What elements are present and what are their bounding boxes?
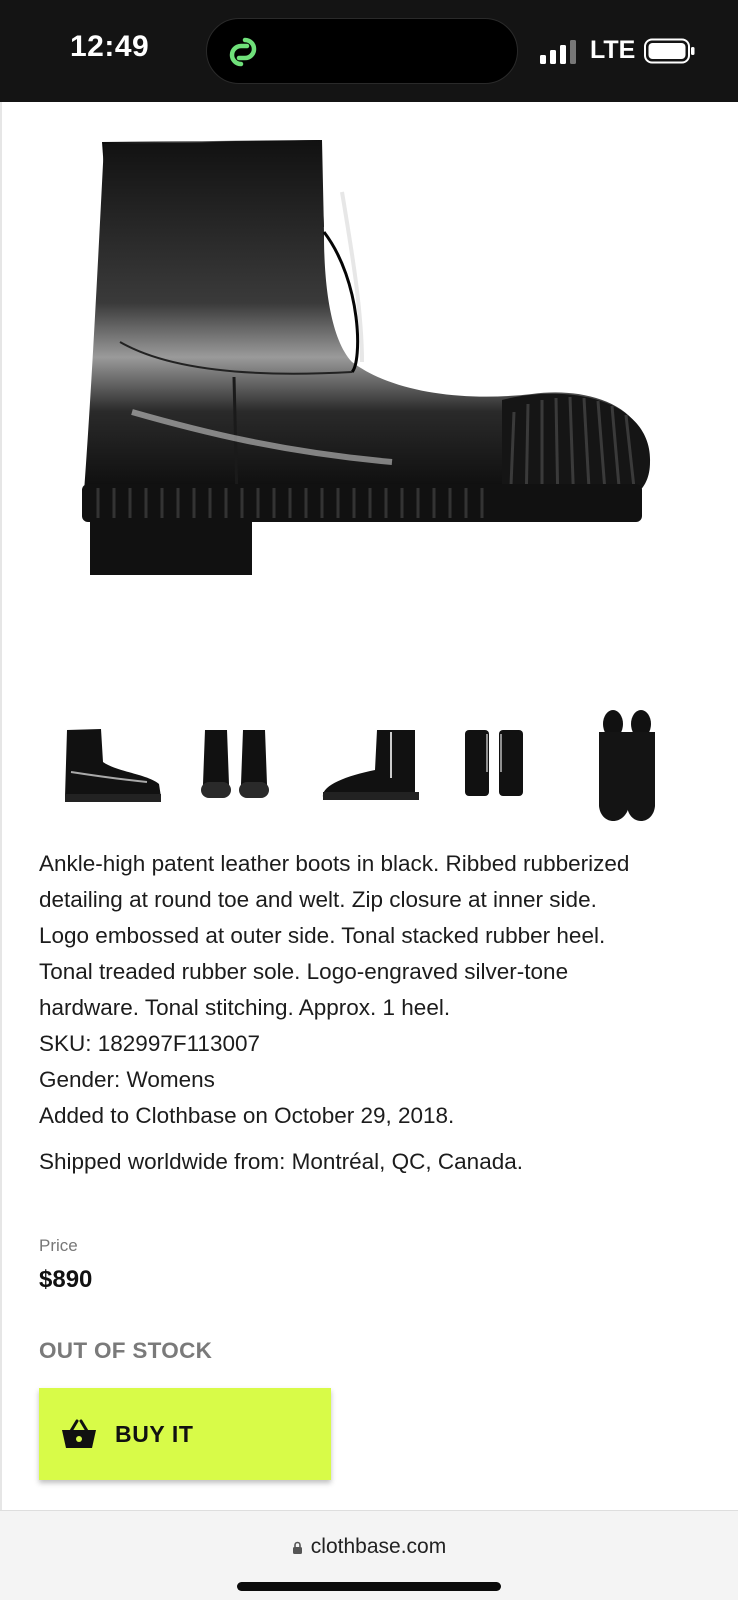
basket-icon xyxy=(61,1418,97,1450)
description-line: Ankle-high patent leather boots in black. Ribbed rubberized xyxy=(39,851,630,876)
added-date-text: Added to Clothbase on October 29, 2018. xyxy=(39,1103,455,1128)
chain-link-icon xyxy=(223,34,263,70)
address-bar[interactable] xyxy=(0,1535,738,1559)
product-hero-image[interactable] xyxy=(62,132,682,652)
dynamic-island xyxy=(206,18,518,84)
buy-it-button[interactable] xyxy=(39,1388,331,1480)
home-indicator[interactable] xyxy=(237,1582,501,1591)
description-line: Logo embossed at outer side. Tonal stacked rubber heel. xyxy=(39,923,606,948)
thumbnail-strip xyxy=(57,702,687,832)
sku-text: SKU: 182997F113007 xyxy=(39,1031,261,1056)
battery-icon xyxy=(644,38,696,64)
description-line: detailing at round toe and welt. Zip closure at inner side. xyxy=(39,887,597,912)
thumbnail-boot-top[interactable] xyxy=(571,702,681,832)
thumbnail-boot-back-pair[interactable] xyxy=(445,702,555,832)
thumbnail-boot-side[interactable] xyxy=(57,702,167,832)
description-line: hardware. Tonal stitching. Approx. 1 heel. xyxy=(39,995,451,1020)
product-description xyxy=(39,846,709,1180)
signal-icon xyxy=(540,38,578,64)
url-text: clothbase.com xyxy=(310,1535,447,1558)
product-page xyxy=(0,102,738,1510)
thumbnail-boot-front-pair[interactable] xyxy=(187,702,297,832)
status-bar xyxy=(0,0,738,102)
network-label: LTE xyxy=(590,36,636,64)
price-value: $890 xyxy=(39,1266,93,1293)
stock-status: OUT OF STOCK xyxy=(39,1338,213,1363)
clock: 12:49 xyxy=(70,30,150,63)
thumbnail-boot-inner-zip[interactable] xyxy=(315,702,425,832)
browser-bottom-bar xyxy=(0,1510,738,1600)
lock-icon xyxy=(292,1541,303,1554)
gender-text: Gender: Womens xyxy=(39,1067,215,1092)
shipping-text: Shipped worldwide from: Montréal, QC, Canada. xyxy=(39,1149,523,1174)
description-line: Tonal treaded rubber sole. Logo-engraved silver-tone xyxy=(39,959,569,984)
price-label: Price xyxy=(39,1236,78,1255)
buy-it-label: BUY IT xyxy=(115,1420,194,1447)
